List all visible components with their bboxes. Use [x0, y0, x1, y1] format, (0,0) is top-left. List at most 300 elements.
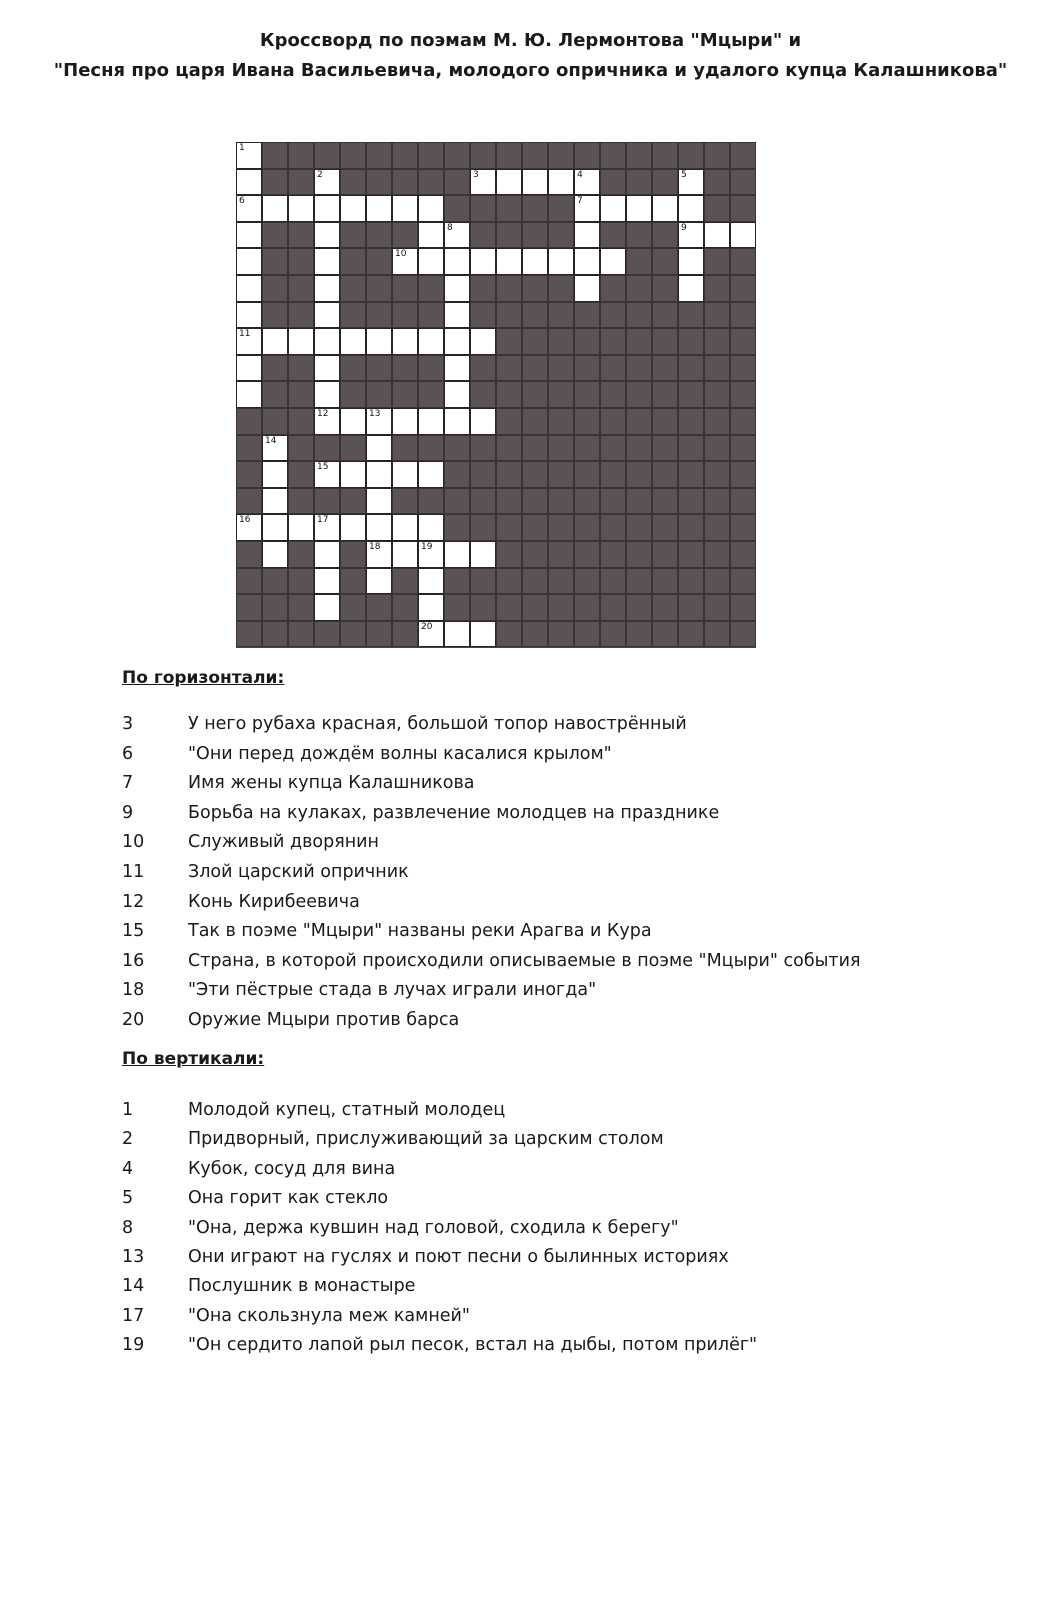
- crossword-cell-dark: [288, 169, 314, 196]
- crossword-cell-white[interactable]: [574, 222, 600, 249]
- crossword-cell-white[interactable]: [314, 302, 340, 329]
- crossword-cell-dark: [496, 142, 522, 169]
- crossword-cell-white[interactable]: [366, 568, 392, 595]
- crossword-cell-dark: [522, 568, 548, 595]
- crossword-cell-dark: [652, 248, 678, 275]
- crossword-cell-white[interactable]: [314, 594, 340, 621]
- crossword-cell-dark: [470, 355, 496, 382]
- crossword-cell-dark: [652, 408, 678, 435]
- crossword-cell-dark: [704, 275, 730, 302]
- crossword-cell-white[interactable]: [236, 514, 262, 541]
- crossword-cell-white[interactable]: [444, 408, 470, 435]
- crossword-cell-dark: [522, 275, 548, 302]
- crossword-cell-dark: [236, 621, 262, 648]
- crossword-cell-dark: [600, 594, 626, 621]
- crossword-cell-white[interactable]: [418, 222, 444, 249]
- crossword-cell-dark: [236, 435, 262, 462]
- crossword-cell-dark: [418, 169, 444, 196]
- crossword-cell-dark: [236, 461, 262, 488]
- crossword-cell-white[interactable]: [444, 275, 470, 302]
- crossword-cell-dark: [340, 222, 366, 249]
- crossword-cell-white[interactable]: [262, 328, 288, 355]
- crossword-cell-white[interactable]: [392, 461, 418, 488]
- clue-number: 17: [122, 1305, 145, 1326]
- crossword-cell-dark: [236, 568, 262, 595]
- crossword-cell-dark: [652, 488, 678, 515]
- crossword-cell-dark: [704, 142, 730, 169]
- crossword-cell-white[interactable]: [314, 568, 340, 595]
- crossword-cell-dark: [600, 541, 626, 568]
- crossword-cell-white[interactable]: [626, 195, 652, 222]
- crossword-cell-white[interactable]: [366, 195, 392, 222]
- crossword-cell-dark: [626, 248, 652, 275]
- crossword-cell-white[interactable]: [418, 461, 444, 488]
- crossword-cell-dark: [418, 142, 444, 169]
- crossword-cell-dark: [392, 621, 418, 648]
- crossword-cell-dark: [678, 381, 704, 408]
- crossword-cell-white[interactable]: [340, 195, 366, 222]
- crossword-cell-dark: [470, 222, 496, 249]
- crossword-cell-dark: [652, 142, 678, 169]
- crossword-cell-dark: [340, 381, 366, 408]
- crossword-cell-dark: [730, 169, 756, 196]
- crossword-cell-white[interactable]: [262, 435, 288, 462]
- title-line-1: Кроссворд по поэмам М. Ю. Лермонтова "Мцыри" и: [259, 30, 802, 51]
- crossword-cell-dark: [340, 541, 366, 568]
- crossword-cell-white[interactable]: [236, 248, 262, 275]
- crossword-cell-white[interactable]: [418, 328, 444, 355]
- crossword-cell-dark: [704, 328, 730, 355]
- crossword-cell-dark: [730, 594, 756, 621]
- crossword-cell-dark: [470, 275, 496, 302]
- crossword-cell-white[interactable]: [392, 514, 418, 541]
- crossword-cell-white[interactable]: [314, 408, 340, 435]
- crossword-cell-white[interactable]: [366, 435, 392, 462]
- crossword-cell-white[interactable]: [340, 461, 366, 488]
- crossword-cell-dark: [652, 435, 678, 462]
- crossword-cell-white[interactable]: [470, 328, 496, 355]
- crossword-cell-dark: [704, 169, 730, 196]
- crossword-cell-dark: [574, 408, 600, 435]
- cell-number: 16: [239, 515, 251, 526]
- crossword-cell-white[interactable]: [496, 169, 522, 196]
- crossword-cell-white[interactable]: [340, 514, 366, 541]
- clue-number: 14: [122, 1276, 145, 1297]
- crossword-cell-dark: [652, 461, 678, 488]
- crossword-cell-dark: [548, 381, 574, 408]
- crossword-cell-dark: [288, 461, 314, 488]
- crossword-cell-dark: [522, 594, 548, 621]
- crossword-cell-white[interactable]: [548, 169, 574, 196]
- crossword-cell-dark: [444, 461, 470, 488]
- crossword-cell-white[interactable]: [314, 541, 340, 568]
- clue-number: 19: [122, 1335, 145, 1356]
- crossword-cell-white[interactable]: [678, 248, 704, 275]
- crossword-cell-dark: [730, 328, 756, 355]
- clue-text: Послушник в монастыре: [188, 1276, 416, 1297]
- clue-number: 7: [122, 773, 134, 794]
- crossword-cell-dark: [392, 568, 418, 595]
- crossword-cell-white[interactable]: [314, 275, 340, 302]
- crossword-cell-dark: [496, 195, 522, 222]
- clue-text: Так в поэме "Мцыри" названы реки Арагва и Кура: [188, 921, 652, 942]
- clue-text: Оружие Мцыри против барса: [188, 1010, 460, 1030]
- crossword-cell-white[interactable]: [496, 248, 522, 275]
- crossword-cell-dark: [704, 568, 730, 595]
- crossword-cell-dark: [418, 381, 444, 408]
- crossword-cell-dark: [600, 568, 626, 595]
- crossword-cell-dark: [678, 488, 704, 515]
- crossword-cell-white[interactable]: [574, 169, 600, 196]
- crossword-cell-white[interactable]: [366, 328, 392, 355]
- crossword-cell-white[interactable]: [418, 408, 444, 435]
- crossword-cell-dark: [626, 461, 652, 488]
- crossword-cell-white[interactable]: [262, 541, 288, 568]
- crossword-cell-dark: [496, 381, 522, 408]
- crossword-cell-dark: [574, 488, 600, 515]
- crossword-cell-dark: [600, 461, 626, 488]
- crossword-cell-dark: [730, 408, 756, 435]
- crossword-cell-dark: [366, 302, 392, 329]
- crossword-cell-dark: [262, 275, 288, 302]
- crossword-cell-white[interactable]: [262, 195, 288, 222]
- crossword-cell-dark: [366, 594, 392, 621]
- crossword-cell-dark: [626, 514, 652, 541]
- crossword-cell-white[interactable]: [392, 248, 418, 275]
- crossword-cell-dark: [626, 488, 652, 515]
- crossword-cell-dark: [652, 169, 678, 196]
- crossword-cell-dark: [626, 302, 652, 329]
- crossword-cell-white[interactable]: [600, 195, 626, 222]
- crossword-cell-white[interactable]: [288, 328, 314, 355]
- crossword-cell-white[interactable]: [678, 222, 704, 249]
- clue-number: 2: [122, 1129, 134, 1150]
- crossword-cell-white[interactable]: [574, 248, 600, 275]
- crossword-cell-white[interactable]: [314, 328, 340, 355]
- crossword-cell-white[interactable]: [288, 514, 314, 541]
- crossword-cell-dark: [600, 142, 626, 169]
- crossword-cell-dark: [522, 514, 548, 541]
- crossword-cell-white[interactable]: [444, 381, 470, 408]
- crossword-cell-white[interactable]: [418, 248, 444, 275]
- crossword-cell-dark: [392, 275, 418, 302]
- crossword-cell-white[interactable]: [236, 195, 262, 222]
- crossword-cell-white[interactable]: [288, 195, 314, 222]
- crossword-cell-dark: [600, 514, 626, 541]
- crossword-cell-dark: [548, 461, 574, 488]
- crossword-cell-dark: [548, 355, 574, 382]
- crossword-cell-dark: [288, 381, 314, 408]
- crossword-cell-dark: [288, 594, 314, 621]
- crossword-cell-dark: [652, 275, 678, 302]
- crossword-cell-dark: [496, 275, 522, 302]
- crossword-cell-dark: [574, 381, 600, 408]
- crossword-cell-dark: [548, 514, 574, 541]
- crossword-cell-white[interactable]: [652, 195, 678, 222]
- crossword-cell-dark: [652, 568, 678, 595]
- crossword-cell-dark: [600, 435, 626, 462]
- crossword-cell-white[interactable]: [236, 355, 262, 382]
- crossword-cell-dark: [678, 355, 704, 382]
- crossword-cell-dark: [470, 381, 496, 408]
- crossword-cell-dark: [600, 381, 626, 408]
- crossword-cell-dark: [548, 568, 574, 595]
- crossword-cell-dark: [470, 461, 496, 488]
- crossword-cell-dark: [678, 541, 704, 568]
- crossword-cell-dark: [340, 169, 366, 196]
- clue-number: 16: [122, 950, 145, 971]
- crossword-cell-dark: [600, 222, 626, 249]
- crossword-cell-dark: [626, 594, 652, 621]
- crossword-cell-white[interactable]: [470, 408, 496, 435]
- crossword-cell-white[interactable]: [418, 594, 444, 621]
- crossword-cell-dark: [652, 541, 678, 568]
- crossword-cell-dark: [522, 461, 548, 488]
- crossword-cell-white[interactable]: [314, 169, 340, 196]
- crossword-cell-white[interactable]: [236, 142, 262, 169]
- crossword-cell-dark: [340, 594, 366, 621]
- across-heading: По горизонтали:: [122, 668, 285, 688]
- clue-text: Имя жены купца Калашникова: [188, 773, 475, 794]
- crossword-cell-dark: [574, 435, 600, 462]
- crossword-cell-dark: [262, 222, 288, 249]
- crossword-cell-white[interactable]: [236, 222, 262, 249]
- crossword-cell-dark: [496, 621, 522, 648]
- clue-text: Конь Кирибеевича: [188, 891, 360, 912]
- crossword-cell-dark: [366, 142, 392, 169]
- crossword-cell-dark: [678, 408, 704, 435]
- crossword-cell-dark: [626, 355, 652, 382]
- crossword-cell-dark: [444, 435, 470, 462]
- crossword-cell-white[interactable]: [262, 488, 288, 515]
- down-heading: По вертикали:: [122, 1049, 265, 1069]
- clue-text: У него рубаха красная, большой топор навострённый: [188, 714, 687, 734]
- crossword-cell-dark: [236, 408, 262, 435]
- crossword-cell-dark: [548, 488, 574, 515]
- crossword-cell-dark: [600, 488, 626, 515]
- crossword-cell-white[interactable]: [418, 541, 444, 568]
- crossword-cell-white[interactable]: [366, 541, 392, 568]
- crossword-cell-dark: [574, 541, 600, 568]
- crossword-cell-white[interactable]: [314, 222, 340, 249]
- crossword-cell-white[interactable]: [262, 461, 288, 488]
- crossword-cell-dark: [314, 488, 340, 515]
- crossword-cell-dark: [678, 594, 704, 621]
- crossword-cell-white[interactable]: [418, 514, 444, 541]
- crossword-cell-dark: [704, 435, 730, 462]
- crossword-cell-dark: [652, 381, 678, 408]
- crossword-cell-white[interactable]: [600, 248, 626, 275]
- crossword-cell-dark: [262, 142, 288, 169]
- cell-number: 2: [317, 169, 323, 180]
- cell-number: 14: [265, 435, 277, 446]
- crossword-cell-dark: [340, 248, 366, 275]
- crossword-cell-white[interactable]: [522, 169, 548, 196]
- crossword-cell-white[interactable]: [340, 328, 366, 355]
- crossword-cell-dark: [366, 381, 392, 408]
- crossword-cell-white[interactable]: [574, 195, 600, 222]
- crossword-cell-dark: [574, 142, 600, 169]
- crossword-cell-white[interactable]: [236, 328, 262, 355]
- crossword-cell-dark: [704, 594, 730, 621]
- clue-text: Борьба на кулаках, развлечение молодцев на празднике: [188, 802, 720, 823]
- crossword-cell-dark: [704, 461, 730, 488]
- crossword-cell-white[interactable]: [470, 169, 496, 196]
- crossword-cell-dark: [522, 408, 548, 435]
- crossword-cell-dark: [522, 488, 548, 515]
- crossword-cell-white[interactable]: [418, 195, 444, 222]
- crossword-cell-white[interactable]: [548, 248, 574, 275]
- crossword-cell-white[interactable]: [392, 195, 418, 222]
- crossword-cell-white[interactable]: [678, 169, 704, 196]
- crossword-cell-white[interactable]: [678, 275, 704, 302]
- crossword-cell-dark: [730, 381, 756, 408]
- crossword-cell-dark: [626, 169, 652, 196]
- crossword-cell-dark: [288, 568, 314, 595]
- crossword-cell-dark: [652, 594, 678, 621]
- crossword-cell-white[interactable]: [236, 169, 262, 196]
- crossword-cell-white[interactable]: [470, 248, 496, 275]
- crossword-cell-white[interactable]: [236, 275, 262, 302]
- crossword-cell-dark: [288, 408, 314, 435]
- crossword-cell-white[interactable]: [444, 541, 470, 568]
- crossword-cell-white[interactable]: [470, 621, 496, 648]
- crossword-cell-white[interactable]: [444, 302, 470, 329]
- crossword-cell-dark: [626, 275, 652, 302]
- crossword-cell-dark: [730, 514, 756, 541]
- crossword-cell-dark: [444, 169, 470, 196]
- crossword-cell-dark: [288, 142, 314, 169]
- crossword-cell-white[interactable]: [314, 195, 340, 222]
- crossword-cell-dark: [704, 621, 730, 648]
- crossword-cell-white[interactable]: [314, 381, 340, 408]
- crossword-cell-dark: [730, 275, 756, 302]
- crossword-cell-dark: [236, 488, 262, 515]
- crossword-cell-dark: [496, 408, 522, 435]
- clue-text: Молодой купец, статный молодец: [188, 1100, 506, 1120]
- crossword-cell-dark: [392, 355, 418, 382]
- crossword-cell-white[interactable]: [366, 461, 392, 488]
- crossword-cell-dark: [548, 142, 574, 169]
- crossword-cell-dark: [340, 621, 366, 648]
- cell-number: 6: [239, 196, 245, 207]
- crossword-cell-white[interactable]: [314, 461, 340, 488]
- crossword-cell-white[interactable]: [444, 621, 470, 648]
- crossword-cell-dark: [652, 222, 678, 249]
- crossword-cell-dark: [366, 222, 392, 249]
- crossword-cell-dark: [366, 275, 392, 302]
- cell-number: 3: [473, 169, 479, 180]
- crossword-cell-white[interactable]: [340, 408, 366, 435]
- crossword-cell-dark: [392, 488, 418, 515]
- crossword-cell-dark: [522, 328, 548, 355]
- clue-number: 3: [122, 714, 134, 734]
- crossword-cell-white[interactable]: [392, 328, 418, 355]
- crossword-cell-dark: [262, 248, 288, 275]
- crossword-cell-dark: [626, 541, 652, 568]
- crossword-cell-dark: [678, 461, 704, 488]
- crossword-cell-dark: [340, 302, 366, 329]
- clue-text: Она горит как стекло: [188, 1188, 389, 1209]
- crossword-cell-white[interactable]: [392, 408, 418, 435]
- crossword-cell-white[interactable]: [314, 355, 340, 382]
- crossword-cell-dark: [340, 355, 366, 382]
- crossword-cell-dark: [366, 248, 392, 275]
- crossword-cell-dark: [262, 594, 288, 621]
- crossword-cell-dark: [730, 355, 756, 382]
- crossword-cell-white[interactable]: [444, 355, 470, 382]
- crossword-cell-dark: [522, 435, 548, 462]
- crossword-cell-dark: [574, 568, 600, 595]
- cell-number: 1: [239, 143, 245, 153]
- cell-number: 19: [421, 542, 433, 552]
- crossword-cell-dark: [366, 355, 392, 382]
- crossword-cell-dark: [652, 355, 678, 382]
- page-title: [0, 26, 1061, 86]
- crossword-cell-dark: [522, 195, 548, 222]
- crossword-cell-white[interactable]: [314, 248, 340, 275]
- crossword-cell-dark: [496, 594, 522, 621]
- crossword-cell-dark: [548, 328, 574, 355]
- crossword-cell-dark: [262, 355, 288, 382]
- crossword-cell-dark: [470, 435, 496, 462]
- crossword-cell-white[interactable]: [444, 222, 470, 249]
- crossword-cell-dark: [496, 514, 522, 541]
- crossword-cell-dark: [418, 435, 444, 462]
- crossword-cell-dark: [470, 302, 496, 329]
- crossword-cell-white[interactable]: [470, 541, 496, 568]
- crossword-cell-dark: [392, 169, 418, 196]
- crossword-cell-dark: [626, 381, 652, 408]
- crossword-cell-dark: [496, 328, 522, 355]
- crossword-cell-dark: [678, 514, 704, 541]
- crossword-cell-white[interactable]: [418, 568, 444, 595]
- crossword-cell-dark: [600, 621, 626, 648]
- crossword-cell-white[interactable]: [444, 328, 470, 355]
- crossword-cell-white[interactable]: [366, 488, 392, 515]
- crossword-cell-dark: [678, 435, 704, 462]
- crossword-cell-white[interactable]: [574, 275, 600, 302]
- crossword-cell-white[interactable]: [730, 222, 756, 249]
- crossword-cell-dark: [262, 302, 288, 329]
- crossword-grid: [236, 142, 756, 648]
- clue-number: 9: [122, 802, 134, 823]
- crossword-cell-dark: [678, 142, 704, 169]
- crossword-cell-dark: [652, 328, 678, 355]
- crossword-cell-white[interactable]: [236, 381, 262, 408]
- clue-text: "Эти пёстрые стада в лучах играли иногда": [188, 980, 597, 1001]
- crossword-cell-white[interactable]: [392, 541, 418, 568]
- crossword-cell-white[interactable]: [704, 222, 730, 249]
- crossword-cell-white[interactable]: [522, 248, 548, 275]
- crossword-cell-white[interactable]: [236, 302, 262, 329]
- crossword-cell-dark: [444, 488, 470, 515]
- crossword-cell-white[interactable]: [366, 408, 392, 435]
- crossword-cell-dark: [340, 275, 366, 302]
- crossword-cell-white[interactable]: [678, 195, 704, 222]
- crossword-cell-white[interactable]: [314, 514, 340, 541]
- crossword-cell-dark: [626, 568, 652, 595]
- crossword-cell-white[interactable]: [366, 514, 392, 541]
- crossword-cell-dark: [626, 222, 652, 249]
- cell-number: 15: [317, 462, 329, 473]
- crossword-cell-dark: [314, 621, 340, 648]
- crossword-cell-white[interactable]: [262, 514, 288, 541]
- crossword-cell-dark: [548, 302, 574, 329]
- crossword-cell-dark: [522, 621, 548, 648]
- crossword-cell-white[interactable]: [444, 248, 470, 275]
- crossword-cell-white[interactable]: [418, 621, 444, 648]
